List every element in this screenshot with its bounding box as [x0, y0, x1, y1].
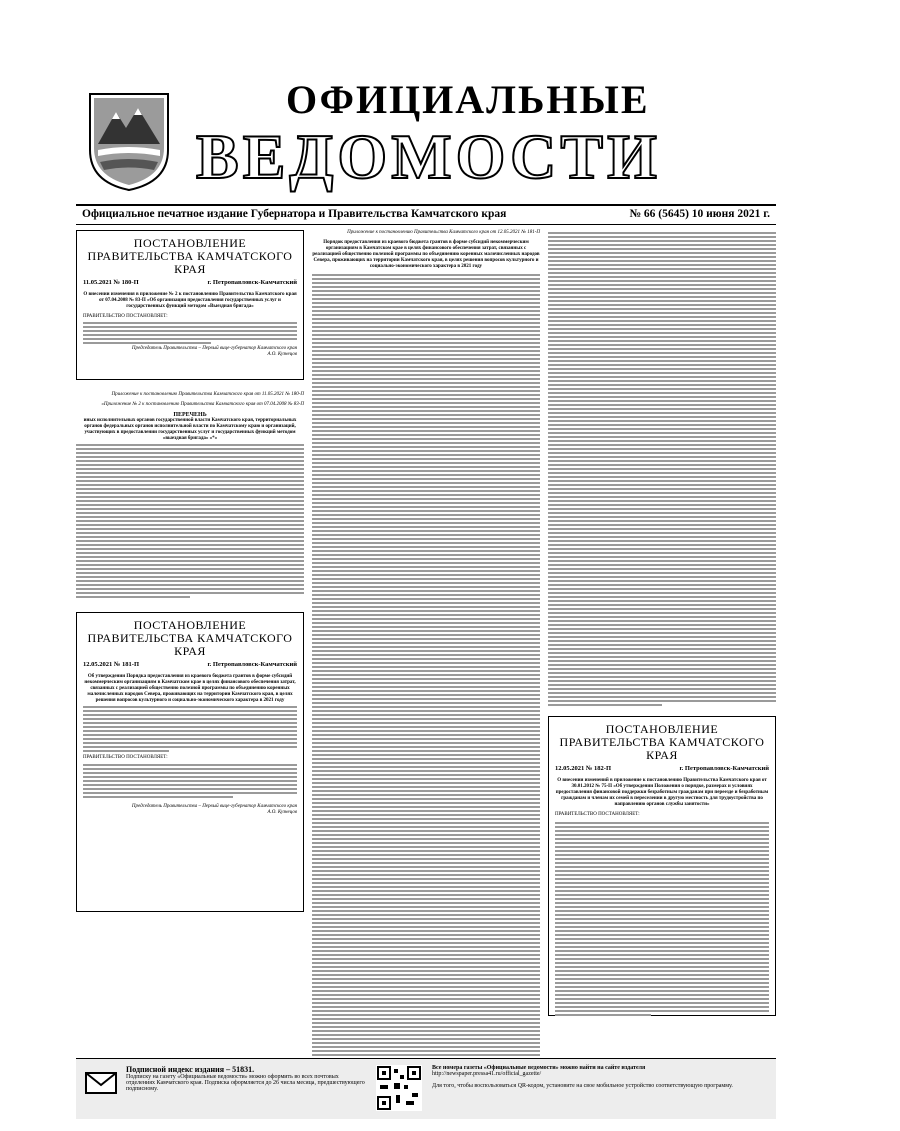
- resolution-181-subject: Об утверждении Порядка предоставления из краевого бюджета грантов в форме субсидий некоммерческим организациям в Камчатском крае в целях финансового обеспечения затрат, связанных с реализацией общественно полезной программы по объединению коренных малочисленных народов Севера, проживающих на территории Камчатского края, в целях решения вопросов культурного и социально-экономического характера в 2021 году: [84, 674, 296, 703]
- resolution-181-date: 12.05.2021 № 181-П: [83, 661, 140, 668]
- resolution-180-city: г. Петропавловск-Камчатский: [207, 279, 297, 286]
- appendix-181-body: [312, 274, 540, 1072]
- resolution-182-body: [555, 822, 769, 1016]
- resolution-180-signatory-name: А.О. Кузнецов: [267, 352, 297, 357]
- resolution-180-decree: ПРАВИТЕЛЬСТВО ПОСТАНОВЛЯЕТ:: [83, 314, 168, 319]
- appendix-180-list-title: ПЕРЕЧЕНЬ: [173, 412, 207, 418]
- appendix-180-list-subtitle: иных исполнительных органов государственной власти Камчатского края, территориальных органов федеральных органов исполнительной власти по Камчатскому краю и организаций, участвующих в предоставлении государственных услуг и государственных функций методом «выездная бригада» «*»: [83, 418, 297, 441]
- qr-hint: Для того, чтобы воспользоваться QR-кодом, установите на свое мобильное устройство соответствующую программу.: [432, 1083, 733, 1089]
- issue-number-date: № 66 (5645) 10 июня 2021 г.: [629, 208, 770, 220]
- edition-description: Официальное печатное издание Губернатора и Правительства Камчатского края: [82, 208, 507, 220]
- resolution-182-subject: О внесении изменений в приложение к постановлению Правительства Камчатского края от 30.01.2012 № 75-П «Об утверждении Положения о порядке, размерах и условиях предоставления финансовой поддержки безработным гражданам при переезде и безработным гражданам и членам их семей в переселении в другую местность для трудоустройства по направлению органов службы занятости»: [555, 778, 769, 807]
- subscription-text: Подписку на газету «Официальные ведомости» можно оформить во всех почтовых отделениях Камчатского края. Подписка оформляется до 26 числа месяца, предшествующего подписному.: [126, 1074, 365, 1092]
- kamchatka-crest-icon: [86, 90, 172, 192]
- resolution-181-block: [76, 612, 304, 912]
- resolution-182-block: [548, 716, 776, 1016]
- edition-line: [76, 204, 776, 225]
- resolution-180-heading: ПОСТАНОВЛЕНИЕ ПРАВИТЕЛЬСТВА КАМЧАТСКОГО КРАЯ: [87, 236, 293, 276]
- resolution-182-decree: ПРАВИТЕЛЬСТВО ПОСТАНОВЛЯЕТ:: [555, 812, 640, 817]
- column-right: [548, 230, 776, 1070]
- qr-info: [432, 1065, 772, 1089]
- masthead-title-top: ОФИЦИАЛЬНЫЕ: [286, 77, 650, 122]
- resolution-180-subject: О внесении изменения в приложение № 2 к постановлению Правительства Камчатского края от 07.04.2008 № 83-П «Об организации предоставления государственных услуг и государственных функций методом «Выездная бригада»: [83, 292, 297, 309]
- resolution-182-city: г. Петропавловск-Камчатский: [679, 765, 769, 772]
- column-middle: [312, 230, 540, 1070]
- resolution-181-heading: ПОСТАНОВЛЕНИЕ ПРАВИТЕЛЬСТВА КАМЧАТСКОГО КРАЯ: [87, 618, 293, 658]
- appendix-180-caption-2: «Приложение № 2 к постановлению Правительства Камчатского края от 07.04.2008 № 83-П: [101, 402, 304, 407]
- resolution-180-signatory-role: Председатель Правительства – Первый вице-губернатор Камчатского края: [131, 346, 297, 351]
- qr-url[interactable]: http://newspaper.pressa41.ru/official_gazette/: [432, 1071, 542, 1077]
- resolution-181-decree: ПРАВИТЕЛЬСТВО ПОСТАНОВЛЯЕТ:: [83, 755, 168, 760]
- appendix-181-caption: Приложение к постановлению Правительства Камчатского края от 12.05.2021 № 181-П: [347, 230, 540, 235]
- subscription-index: Подписной индекс издания – 51831.: [126, 1065, 255, 1074]
- appendix-180-list-body: [76, 444, 304, 598]
- resolution-180-date: 11.05.2021 № 180-П: [83, 279, 139, 286]
- resolution-182-heading: ПОСТАНОВЛЕНИЕ ПРАВИТЕЛЬСТВА КАМЧАТСКОГО КРАЯ: [559, 722, 765, 762]
- resolution-182-date: 12.05.2021 № 182-П: [555, 765, 612, 772]
- resolution-180-body: [83, 322, 297, 344]
- resolution-181-preamble: [83, 706, 297, 752]
- masthead-title-main: ВЕДОМОСТИ: [196, 121, 661, 192]
- masthead: [76, 58, 776, 220]
- resolution-181-city: г. Петропавловск-Камчатский: [207, 661, 297, 668]
- appendix-181-body-continued: [548, 232, 776, 706]
- column-left: [76, 230, 304, 990]
- qr-code-icon[interactable]: [376, 1065, 422, 1111]
- resolution-181-body: [83, 764, 297, 798]
- appendix-181-title: Порядок предоставления из краевого бюджета грантов в форме субсидий некоммерческим организациям в Камчатском крае в целях финансового обеспечения затрат, связанных с реализацией общественно полезной программы по объединению коренных малочисленных народов Севера, проживающих на территории Камчатского края, в целях решения вопросов культурного и социально-экономического характера в 2021 году: [312, 240, 540, 269]
- resolution-180-appendix: [76, 392, 304, 598]
- resolution-180-block: [76, 230, 304, 380]
- qr-title: Все номера газеты «Официальные ведомости» можно найти на сайте издателя: [432, 1065, 646, 1071]
- resolution-181-signatory-name: А.О. Кузнецов: [267, 810, 297, 815]
- subscription-info: [126, 1065, 366, 1092]
- footer-bar: [76, 1058, 776, 1119]
- mailbox-icon: [84, 1067, 118, 1095]
- appendix-180-caption: Приложение к постановлению Правительства Камчатского края от 11.05.2021 № 180-П: [111, 392, 304, 397]
- newspaper-page: [76, 58, 776, 1098]
- resolution-181-signatory-role: Председатель Правительства – Первый вице-губернатор Камчатского края: [131, 804, 297, 809]
